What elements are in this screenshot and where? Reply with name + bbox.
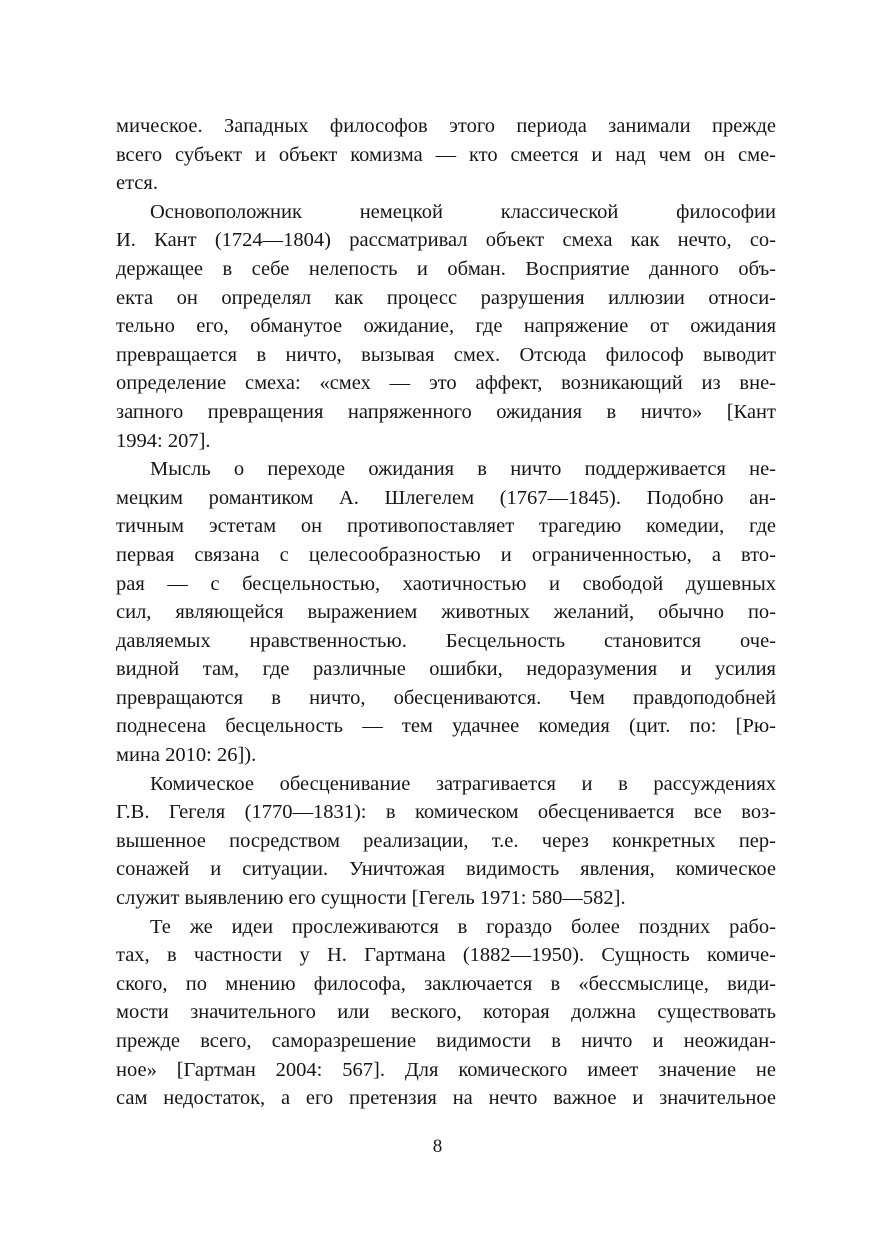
text-line: определение смеха: «смех — это аффект, возникающий из вне- [116,372,776,395]
paragraph [116,455,776,770]
text-line: мина 2010: 26]). [116,744,257,767]
paragraph [116,770,776,913]
text-line: мости значительного или веского, которая должна существовать [116,1001,776,1024]
text-line: превращается в ничто, вызывая смех. Отсюда философ выводит [116,343,776,366]
text-line: Те же идеи прослеживаются в гораздо более поздних рабо- [150,915,776,938]
text-line: мическое. Западных философов этого периода занимали прежде [116,115,776,137]
text-line: сил, являющейся выражением животных желаний, обычно по- [116,601,776,624]
text-line: прежде всего, саморазрешение видимости в ничто и неожидан- [116,1030,776,1052]
page-number: 8 [432,1136,443,1157]
text-line: ное» [Гартман 2004: 567]. Для комического имеет значение не [116,1058,776,1081]
text-line: сам недостаток, а его претензия на нечто важное и значительное [116,1087,776,1110]
paragraph [116,913,776,1113]
text-line: екта он определял как процесс разрушения иллюзии относи- [116,286,776,309]
paragraph [116,112,776,198]
paragraph [116,198,776,455]
text-line: рая — с бесцельностью, хаотичностью и свободой душевных [116,572,776,595]
text-line: Мысль о переходе ожидания в ничто поддерживается не- [150,458,776,481]
text-line: ется. [116,172,158,195]
text-line: всего субъект и объект комизма — кто смеется и над чем он сме- [116,143,776,166]
page-body [116,112,776,1113]
text-line: видной там, где различные ошибки, недоразумения и усилия [116,658,776,681]
text-line: сонажей и ситуации. Уничтожая видимость явления, комическое [116,858,776,881]
text-line: вышенное посредством реализации, т.е. через конкретных пер- [116,829,776,852]
text-line: мецким романтиком А. Шлегелем (1767—1845). Подобно ан- [116,486,776,509]
text-line: тичным эстетам он противопоставляет трагедию комедии, где [116,515,776,538]
text-line: держащее в себе нелепость и обман. Восприятие данного объ- [116,257,776,280]
text-line: тельно его, обманутое ожидание, где напряжение от ожидания [116,315,776,338]
text-line: И. Кант (1724—1804) рассматривал объект смеха как нечто, со- [116,229,776,252]
text-line: тах, в частности у Н. Гартмана (1882—1950). Сущность комиче- [116,944,776,967]
text-line: превращаются в ничто, обесцениваются. Чем правдоподобней [116,686,776,709]
text-line: давляемых нравственностью. Бесцельность становится оче- [116,629,776,652]
text-line: поднесена бесцельность — тем удачнее комедия (цит. по: [Рю- [116,715,776,738]
text-line: запного превращения напряженного ожидания в ничто» [Кант [116,400,776,423]
text-line: Комическое обесценивание затрагивается и в рассуждениях [150,772,776,795]
text-line: Г.В. Гегеля (1770—1831): в комическом обесценивается все воз- [116,801,776,824]
text-line: служит выявлению его сущности [Гегель 1971: 580—582]. [116,887,626,910]
text-line: ского, по мнению философа, заключается в «бессмыслице, види- [116,972,776,995]
text-line: 1994: 207]. [116,429,211,452]
text-line: первая связана с целесообразностью и ограниченностью, а вто- [116,543,776,566]
text-line: Основоположник немецкой классической философии [150,200,776,223]
